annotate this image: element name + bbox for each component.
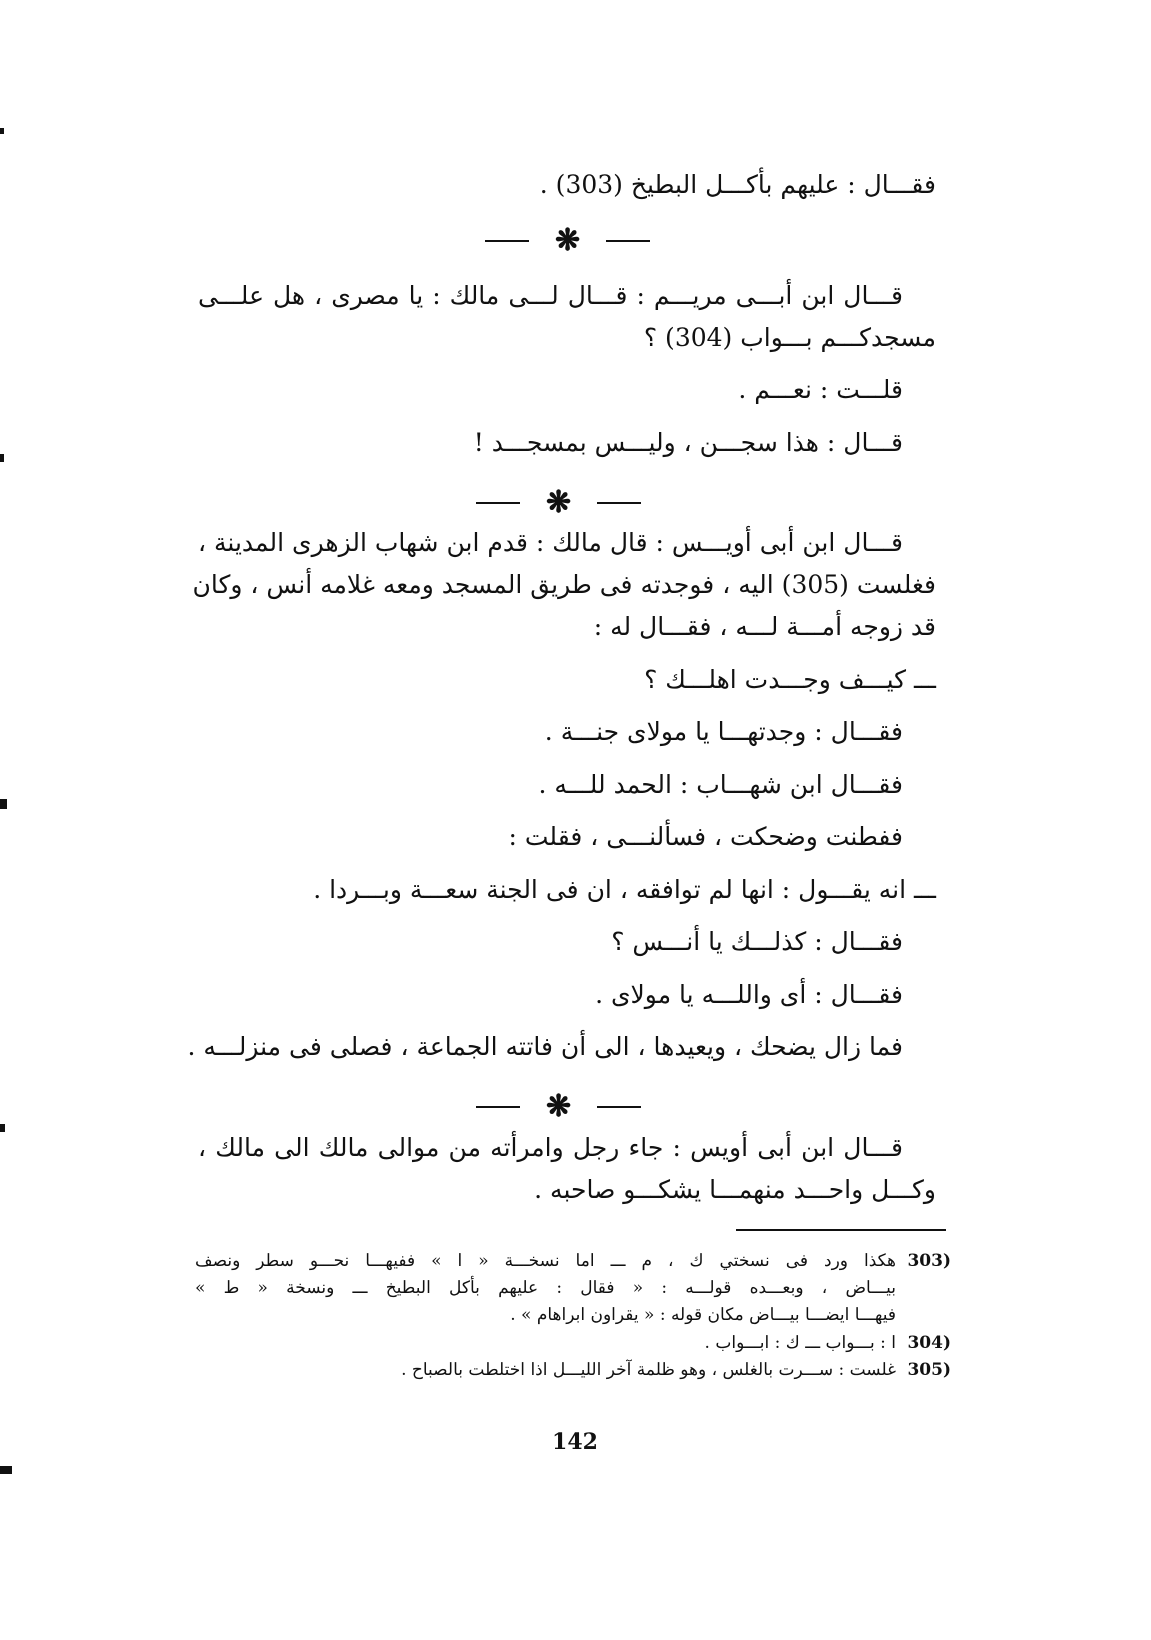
footnote-line: ا : بـــواب ـــ ك : ابـــواب . — [704, 1333, 896, 1353]
footnote-line: غلست : ســـرت بالغلس ، وهو ظلمة آخر الليـــل اذا اختلطت بالصباح . — [401, 1360, 896, 1380]
text-line: فقـــال ابن شهـــاب : الحمد للـــه . — [538, 770, 903, 799]
text-line: قـــال ابن أبـــى مريـــم : قـــال لـــى مالك : يا مصرى ، هل علـــى — [198, 281, 903, 310]
divider-dash — [597, 502, 641, 504]
divider-dash — [476, 1106, 520, 1108]
asterisk-ornament-icon: ❋ — [546, 1089, 572, 1124]
text-line: فقـــال : عليهم بأكـــل البطيخ (303) . — [539, 170, 936, 199]
scan-edge-mark — [0, 1466, 12, 1474]
scan-edge-mark — [0, 799, 7, 809]
divider-dash — [485, 240, 529, 242]
text-line: قـــال ابن أبى أويـــس : قال مالك : قدم ابن شهاب الزهرى المدينة ، — [198, 528, 903, 557]
text-line: قلـــت : نعـــم . — [738, 375, 903, 404]
text-line: قـــال ابن أبى أويس : جاء رجل وامرأته من موالى مالك الى مالك ، — [198, 1133, 903, 1162]
asterisk-ornament-icon: ❋ — [555, 223, 581, 258]
footnote-line: فيهـــا ايضـــا بيـــاض مكان قوله : « يقراون ابراهام » . — [510, 1305, 896, 1325]
divider-dash — [597, 1106, 641, 1108]
divider-dash — [476, 502, 520, 504]
footnote-line: بيـــاض ، وبعـــده قولـــه : « فقال : عليهم بأكل البطيخ ـــ ونسخة « ط » — [195, 1278, 896, 1298]
scan-edge-mark — [0, 128, 4, 134]
footnote-number: 304) — [907, 1333, 951, 1353]
section-divider — [485, 223, 650, 258]
scan-edge-mark — [0, 1124, 5, 1132]
scan-edge-mark — [0, 454, 4, 462]
text-line: فقـــال : أى واللـــه يا مولاى . — [595, 980, 903, 1009]
divider-dash — [606, 240, 650, 242]
text-line: مسجدكـــم بـــواب (304) ؟ — [643, 323, 936, 352]
text-line: قد زوجه أمـــة لـــه ، فقـــال له : — [593, 612, 936, 641]
text-line: ففطنت وضحكت ، فسألنـــى ، فقلت : — [508, 822, 903, 851]
footnote-line: هكذا ورد فى نسختي ك ، م ـــ اما نسخـــة « ا » ففيهـــا نحـــو سطر ونصف — [195, 1251, 896, 1271]
text-line: قـــال : هذا سجـــن ، وليـــس بمسجـــد ! — [473, 428, 903, 457]
footnote-number: 305) — [907, 1360, 951, 1380]
text-line: ـــ كيـــف وجـــدت اهلـــك ؟ — [644, 665, 936, 694]
section-divider — [476, 1089, 641, 1124]
text-line: وكـــل واحـــد منهمـــا يشكـــو صاحبه . — [534, 1175, 936, 1204]
text-line: فما زال يضحك ، ويعيدها ، الى أن فاتته الجماعة ، فصلى فى منزلـــه . — [187, 1032, 903, 1061]
asterisk-ornament-icon: ❋ — [546, 485, 572, 520]
section-divider — [476, 485, 641, 520]
text-line: فغلست (305) اليه ، فوجدته فى طريق المسجد ومعه غلامه أنس ، وكان — [192, 570, 936, 599]
page-number: 142 — [552, 1429, 598, 1455]
footnote-separator — [736, 1229, 946, 1231]
text-line: فقـــال : كذلـــك يا أنـــس ؟ — [611, 927, 903, 956]
footnote-number: 303) — [907, 1251, 951, 1271]
text-line: ـــ انه يقـــول : انها لم توافقه ، ان فى الجنة سعـــة وبـــردا . — [313, 875, 936, 904]
text-line: فقـــال : وجدتهـــا يا مولاى جنـــة . — [544, 717, 903, 746]
